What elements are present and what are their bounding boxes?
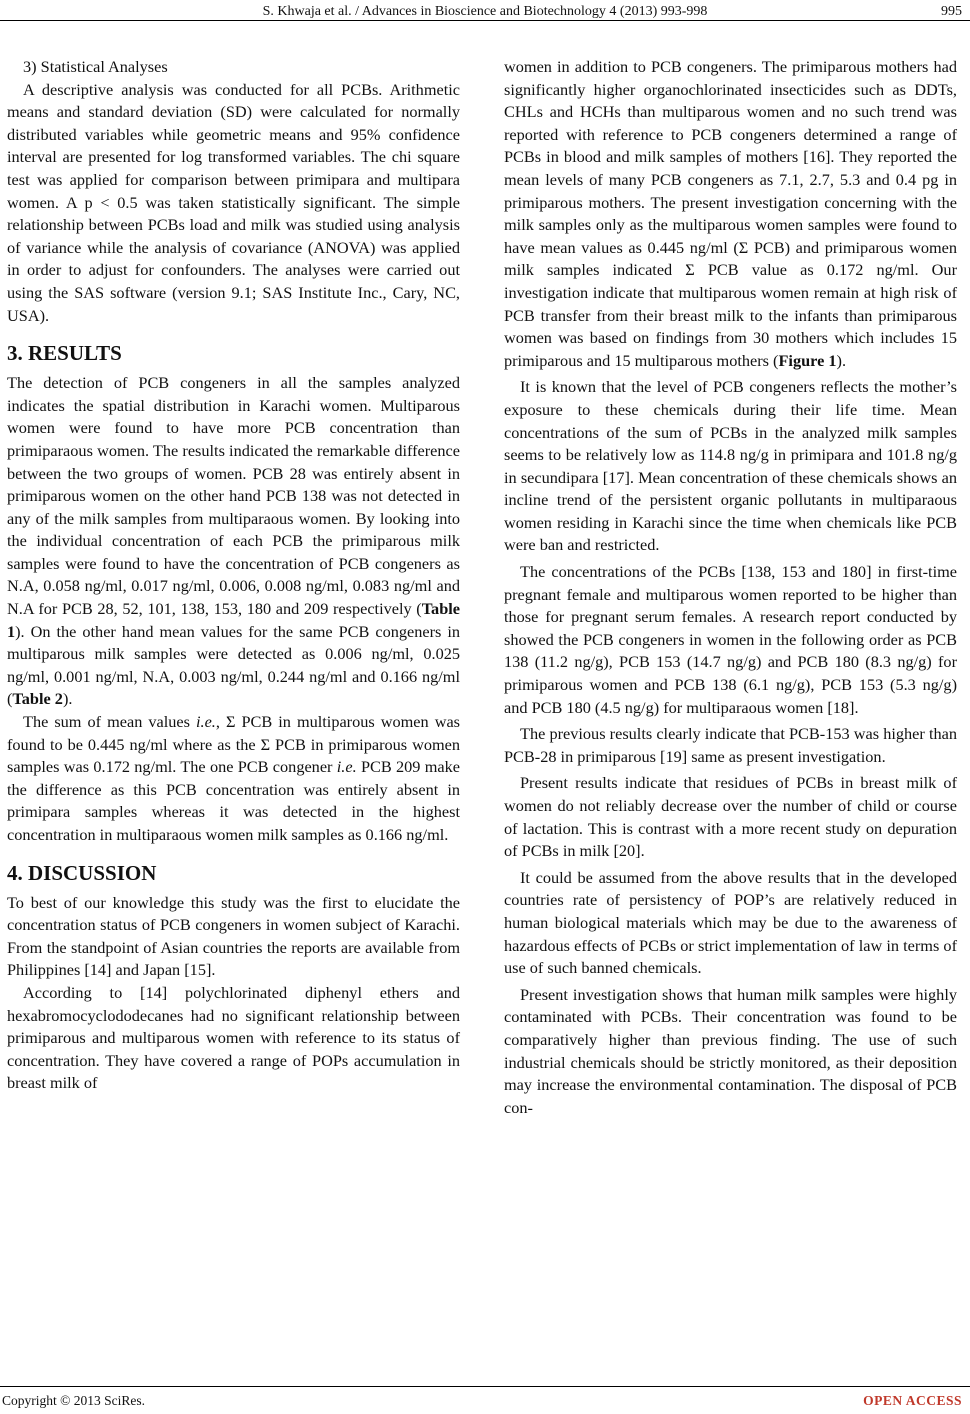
table-1-ref[interactable]: Table 1	[7, 599, 460, 641]
right-p1-text: women in addition to PCB congeners. The primiparous mothers had significantly higher organochlorinated insecticides such as DDTs, CHLs and HCHs than multiparous women and no such trend was reported with reference to PCB congeners determined a range of PCBs in blood and milk samples of mothers [16]. They reported the mean levels of many PCB congeners as 7.1, 2.7, 5.3 and 0.4 pg in primiparous mothers. The present investigation concerning with the milk samples only as the multiparous women samples were found to have mean values as 0.445 ng/ml (Σ PCB) and primiparous women milk samples indicated Σ PCB value as 0.172 ng/ml. Our investigation indicate that multiparous women remain at high risk of PCB transfer from their breast milk to the infants than primiparous women was based on findings from 30 mothers which includes 15 primiparous and 15 multiparous mothers (	[504, 57, 957, 370]
results-p2-a: The sum of mean values	[23, 712, 196, 732]
results-p2-c: PCB 209 make the difference as this PCB concentration was entirely absent in primipara samples whereas it was detected in the highest concentration in multiparaous women milk samples as 0.166 ng/ml.	[7, 757, 461, 844]
results-p1-text: The detection of PCB congeners in all the samples analyzed indicates the spatial distribution in Karachi women. Multiparous women were found to have more PCB concentration than primiparaous women. The results indicated the remarkable difference between the two groups of women. PCB 28 was entirely absent in primiparous women on the other hand PCB 138 was not detected in any of the milk samples from multiparaous women. By looking into the individual concentration of each PCB the primiparous milk samples were found to have the concentration of PCB congeners as N.A, 0.058 ng/ml, 0.017 ng/ml, 0.006, 0.008 ng/ml, 0.083 ng/ml and N.A for PCB 28, 52, 101, 138, 153, 180 and 209 respectively (	[7, 373, 460, 619]
discussion-heading: 4. DISCUSSION	[7, 860, 157, 885]
right-paragraph-7: Present investigation shows that human milk samples were highly contaminated with PCBs. Their concentration was found to be comparatively higher than previous finding. The use of such industrial chemicals should be strictly monitored, as their deposition may increase the environmental contamination. The disposal of PCB con-	[504, 984, 957, 1117]
right-paragraph-6: It could be assumed from the above results that in the developed countries rate of persistency of POP’s are relatively reduced in human biological materials which may be due to the awareness of hazardous effects of PCBs or strict implementation of law in terms of use of such banned chemicals.	[504, 867, 957, 978]
open-access-badge: OPEN ACCESS	[863, 1393, 962, 1408]
page-number: 995	[941, 4, 962, 19]
header-rule	[0, 20, 970, 21]
table-2-ref[interactable]: Table 2	[12, 689, 63, 709]
right-paragraph-4: The previous results clearly indicate that PCB-153 was higher than PCB-28 in primiparous [19] same as present investigation.	[504, 724, 957, 766]
running-head: S. Khwaja et al. / Advances in Bioscience and Biotechnology 4 (2013) 993-998	[262, 4, 708, 19]
results-p1-mid: ). On the other hand mean values for the same PCB congeners in multiparous milk samples were detected as 0.006 ng/ml, 0.025 ng/ml, 0.001 ng/ml, N.A, 0.003 ng/ml, 0.244 ng/ml and 0.166 ng/ml (	[7, 621, 460, 709]
right-p1-end: ).	[836, 350, 847, 370]
discussion-paragraph-2: According to [14] polychlorinated diphenyl ethers and hexabromocyclododecanes had no significant relationship between primiparous and multiparous women with reference to its status of concentration. They have covered a range of POPs accumulation in breast milk of	[7, 982, 460, 1093]
results-p2-ie: i.e.	[195, 712, 216, 732]
right-paragraph-2: It is known that the level of PCB congeners reflects the mother’s exposure to these chemicals during their life time. Mean concentrations of the sum of PCBs in the analyzed milk samples seems to be relatively low as 114.8 ng/g in primipara and 101.8 ng/g in secundipara [17]. Mean concentration of these chemicals shows an incline trend of the persistent organic pollutants in multiparaous women residing in Karachi since the time when chemicals like PCB were ban and restricted.	[504, 377, 957, 555]
right-column	[504, 56, 957, 1119]
results-paragraph-1	[7, 372, 460, 711]
stat-subheading: 3) Statistical Analyses	[23, 57, 168, 76]
results-paragraph-2	[7, 711, 460, 847]
results-p2-b: , Σ PCB in multiparous women was found to be 0.445 ng/ml where as the Σ PCB in primiparous women samples was 0.172 ng/ml. The one PCB congener	[7, 712, 461, 777]
right-paragraph-5: Present results indicate that residues of PCBs in breast milk of women do not reliably decrease over the number of child or course of lactation. This is contrast with a more recent study on depuration of PCBs in milk [20].	[504, 773, 957, 861]
right-paragraph-3: The concentrations of the PCBs [138, 153 and 180] in first-time pregnant female and multiparous women reported to be higher than those for pregnant serum females. A research report conducted by showed the PCB congeners in women in the following order as PCB 138 (11.2 ng/g), PCB 153 (14.7 ng/g) and PCB 180 (8.3 ng/g) for primiparous women and PCB 138 (6.1 ng/g), PCB 153 (5.3 ng/g) and PCB 180 (4.5 ng/g) for multiparaous women [18].	[504, 562, 957, 717]
left-column	[7, 56, 460, 1095]
footer-rule	[0, 1386, 970, 1387]
results-p1-end: ).	[62, 689, 73, 709]
discussion-paragraph-1: To best of our knowledge this study was the first to elucidate the concentration status of PCB congeners in women subject of Karachi. From the standpoint of Asian countries the reports are available from Philippines [14] and Japan [15].	[7, 892, 460, 980]
figure-1-ref[interactable]: Figure 1	[778, 350, 837, 370]
results-heading: 3. RESULTS	[7, 341, 122, 366]
copyright: Copyright © 2013 SciRes.	[2, 1393, 146, 1408]
right-paragraph-1	[504, 56, 957, 372]
results-p2-ie2: i.e.	[336, 757, 357, 777]
stat-paragraph: A descriptive analysis was conducted for all PCBs. Arithmetic means and standard deviation (SD) were calculated for normally distributed variables while geometric means and 95% confidence interval are presented for log transformed variables. The chi square test was applied for comparison between primipara and multipara women. A p < 0.5 was taken statistically significant. The simple relationship between PCBs load and milk was studied using analysis of variance while the analysis of covariance (ANOVA) was applied in order to adjust for confounders. The analyses were carried out using the SAS software (version 9.1; SAS Institute Inc., Cary, NC, USA).	[7, 79, 460, 325]
